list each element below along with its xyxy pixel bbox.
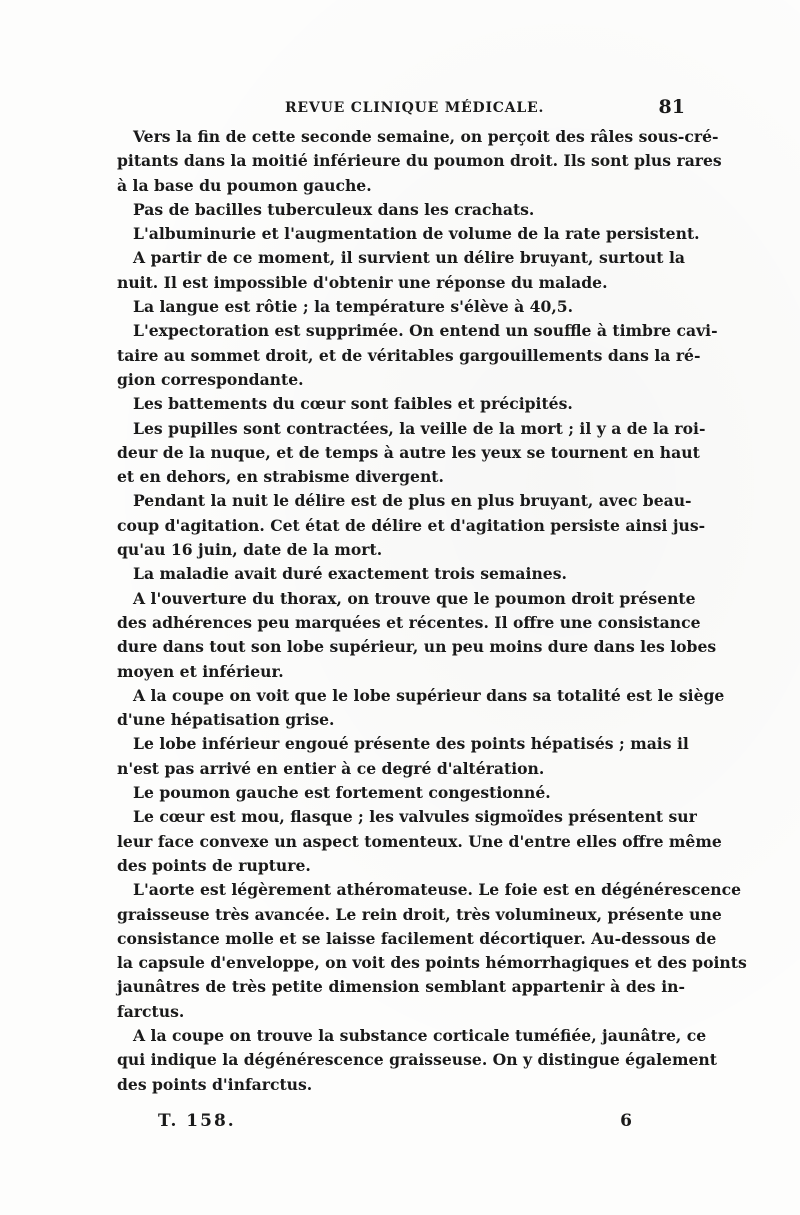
text-line: coup d'agitation. Cet état de délire et d'agitation persiste ainsi jus-: [117, 515, 706, 535]
text-line: des adhérences peu marquées et récentes. Il offre une consistance: [117, 612, 701, 632]
page-number: 81: [658, 96, 685, 118]
page-footer: [158, 1111, 634, 1137]
text-line: L'aorte est légèrement athéromateuse. Le foie est en dégénérescence: [133, 880, 742, 900]
text-line: L'albuminurie et l'augmentation de volume de la rate persistent.: [133, 224, 700, 244]
text-line: à la base du poumon gauche.: [117, 175, 372, 195]
text-line: des points d'infarctus.: [117, 1074, 313, 1094]
text-line: et en dehors, en strabisme divergent.: [117, 467, 444, 487]
text-line: La maladie avait duré exactement trois semaines.: [133, 564, 567, 584]
text-line: gion correspondante.: [117, 369, 304, 389]
text-line: L'expectoration est supprimée. On entend un souffle à timbre cavi-: [133, 321, 718, 341]
text-line: pitants dans la moitié inférieure du poumon droit. Ils sont plus rares: [117, 151, 722, 171]
text-line: A l'ouverture du thorax, on trouve que le poumon droit présente: [133, 588, 696, 608]
text-line: dure dans tout son lobe supérieur, un peu moins dure dans les lobes: [117, 637, 717, 657]
text-line: Pendant la nuit le délire est de plus en plus bruyant, avec beau-: [133, 491, 692, 511]
text-line: A la coupe on voit que le lobe supérieur dans sa totalité est le siège: [133, 685, 725, 705]
text-line: Le lobe inférieur engoué présente des points hépatisés ; mais il: [133, 734, 689, 754]
text-line: des points de rupture.: [117, 855, 311, 875]
text-line: A partir de ce moment, il survient un délire bruyant, surtout la: [133, 248, 685, 268]
text-line: Les pupilles sont contractées, la veille de la mort ; il y a de la roi-: [133, 418, 706, 438]
volume-number: T. 158.: [158, 1111, 236, 1131]
running-title: REVUE CLINIQUE MÉDICALE.: [285, 100, 545, 116]
text-line: Le poumon gauche est fortement congestionné.: [133, 783, 551, 803]
text-line: jaunâtres de très petite dimension semblant appartenir à des in-: [117, 977, 685, 997]
text-line: A la coupe on trouve la substance corticale tuméfiée, jaunâtre, ce: [133, 1025, 707, 1045]
text-line: la capsule d'enveloppe, on voit des points hémorrhagiques et des points: [117, 953, 747, 973]
text-line: qu'au 16 juin, date de la mort.: [117, 540, 383, 560]
text-line: moyen et inférieur.: [117, 661, 284, 681]
text-line: qui indique la dégénérescence graisseuse. On y distingue également: [117, 1050, 717, 1070]
text-line: Vers la fin de cette seconde semaine, on perçoit des râles sous-cré-: [133, 127, 719, 146]
text-line: deur de la nuque, et de temps à autre les yeux se tournent en haut: [117, 442, 700, 462]
text-line: d'une hépatisation grise.: [117, 710, 335, 730]
text-line: consistance molle et se laisse facilement décortiquer. Au-dessous de: [117, 928, 717, 948]
page-header: [117, 96, 685, 124]
text-line: n'est pas arrivé en entier à ce degré d'altération.: [117, 758, 545, 778]
text-line: nuit. Il est impossible d'obtenir une réponse du malade.: [117, 272, 608, 292]
text-line: La langue est rôtie ; la température s'élève à 40,5.: [133, 297, 574, 317]
text-line: farctus.: [117, 1001, 185, 1021]
text-line: graisseuse très avancée. Le rein droit, très volumineux, présente une: [117, 904, 722, 924]
text-line: Pas de bacilles tuberculeux dans les crachats.: [133, 199, 535, 219]
text-line: leur face convexe un aspect tomenteux. Une d'entre elles offre même: [117, 831, 722, 851]
text-line: taire au sommet droit, et de véritables gargouillements dans la ré-: [117, 345, 701, 365]
signature-mark: 6: [620, 1111, 634, 1131]
text-line: Le cœur est mou, flasque ; les valvules sigmoïdes présentent sur: [133, 807, 697, 827]
body-text: [117, 125, 747, 1097]
text-line: Les battements du cœur sont faibles et précipités.: [133, 394, 573, 414]
